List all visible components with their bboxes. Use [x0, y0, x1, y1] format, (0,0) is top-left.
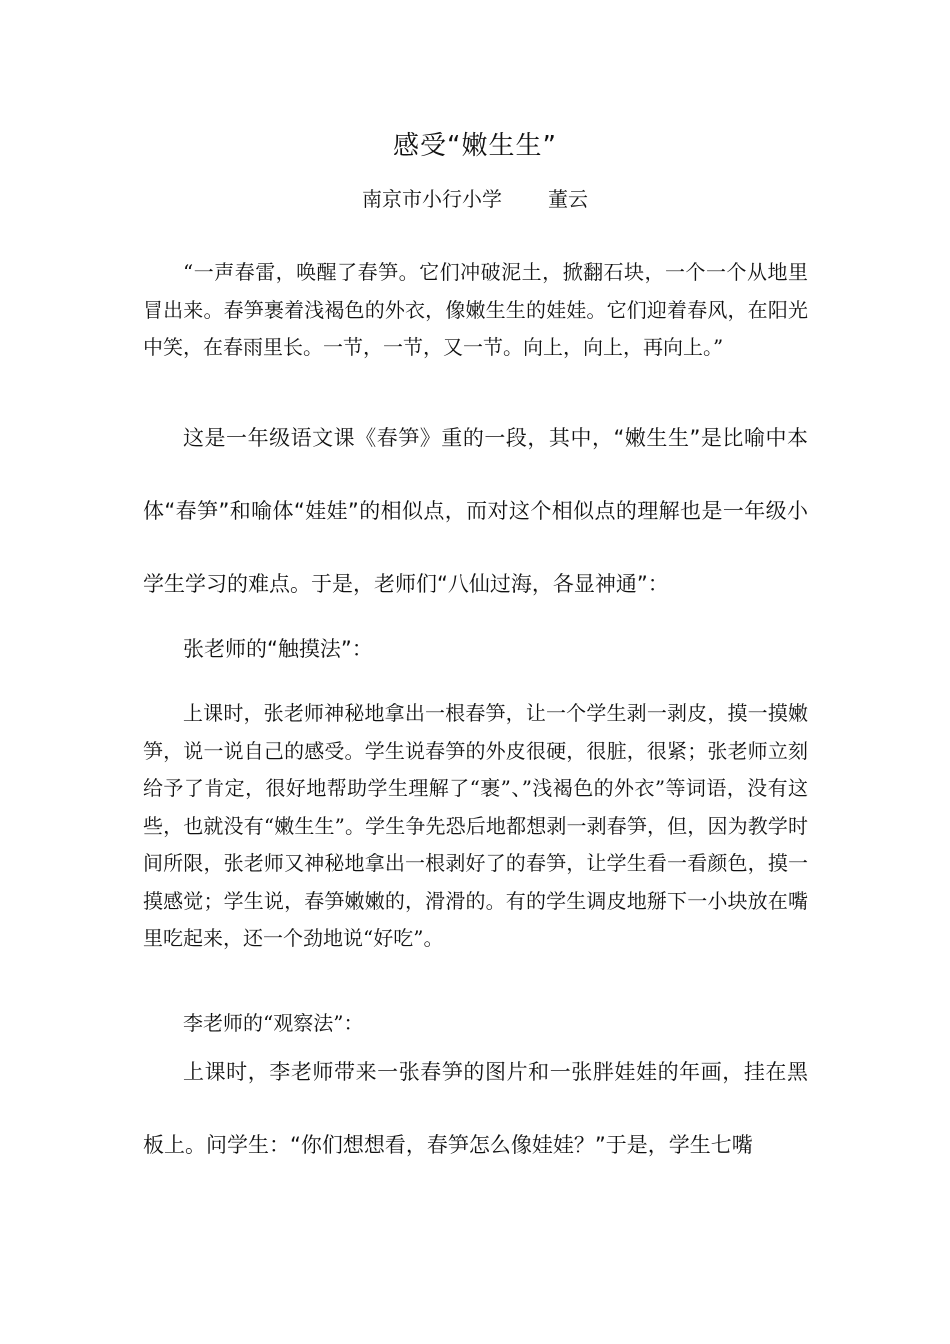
author-byline — [0, 182, 950, 216]
author-school: 南京市小行小学 — [362, 187, 502, 211]
zhang-method-heading: 张老师的“触摸法”： — [183, 637, 373, 661]
li-method-paragraph: 上课时，李老师带来一张春笋的图片和一张胖娃娃的年画，挂在黑板上。问学生：“你们想想看，春笋怎么像娃娃？”于是，学生七嘴 — [143, 1060, 808, 1157]
quoted-text-paragraph: “一声春雷，唤醒了春笋。它们冲破泥土，掀翻石块，一个一个从地里冒出来。春笋裹着浅褐色的外衣，像嫩生生的娃娃。它们迎着春风，在阳光中笑，在春雨里长。一节，一节，又一节。向上，向上，再向上。” — [143, 260, 808, 359]
document-title: 感受“嫩生生” — [393, 131, 557, 161]
intro-paragraph: 这是一年级语文课《春笋》重的一段，其中，“嫩生生”是比喻中本体“春笋”和喻体“娃娃”的相似点，而对这个相似点的理解也是一年级小学生学习的难点。于是，老师们“八仙过海，各显神通”： — [143, 426, 808, 596]
zhang-method-paragraph: 上课时，张老师神秘地拿出一根春笋，让一个学生剥一剥皮，摸一摸嫩笋，说一说自己的感受。学生说春笋的外皮很硬，很脏，很紧；张老师立刻给予了肯定，很好地帮助学生理解了“裹”、”浅褐色的外衣”等词语，没有这些，也就没有“嫩生生”。学生争先恐后地都想剥一剥春笋，但，因为教学时间所限，张老师又神秘地拿出一根剥好了的春笋，让学生看一看颜色，摸一摸感觉；学生说，春笋嫩嫩的，滑滑的。有的学生调皮地掰下一小块放在嘴里吃起来，还一个劲地说“好吃”。 — [143, 701, 808, 950]
author-name: 董云 — [548, 187, 588, 211]
li-method-heading: 李老师的“观察法”： — [183, 1011, 364, 1035]
